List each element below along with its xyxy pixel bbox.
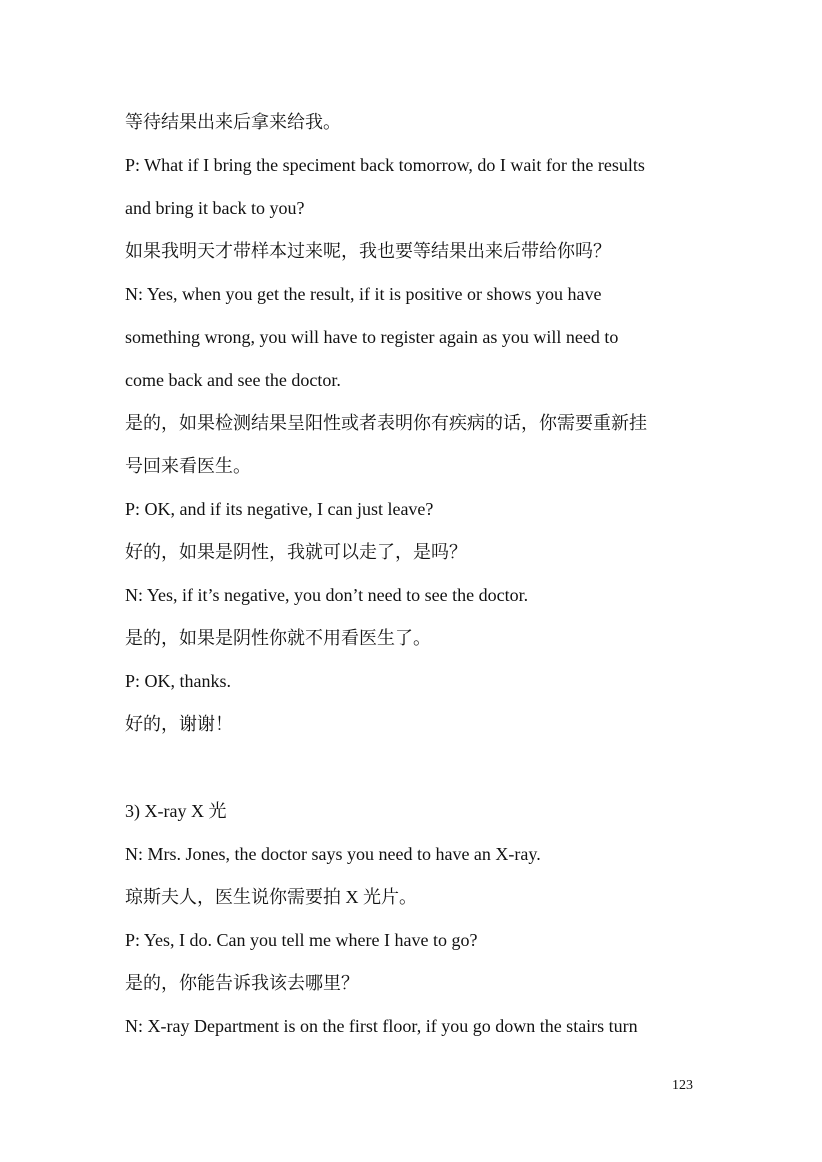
text-line: 是的，你能告诉我该去哪里？	[125, 973, 359, 993]
text-line: 好的，如果是阴性，我就可以走了，是吗？	[125, 542, 467, 562]
text-line: come back and see the doctor.	[125, 370, 341, 390]
text-line: 是的，如果检测结果呈阳性或者表明你有疾病的话，你需要重新挂	[125, 413, 647, 433]
section-heading: 3) X-ray X 光	[125, 801, 227, 821]
text-line: 好的，谢谢！	[125, 714, 233, 734]
page-number: 123	[672, 1078, 693, 1093]
text-line: N: Yes, when you get the result, if it is positive or shows you have	[125, 284, 602, 304]
text-line: 号回来看医生。	[125, 456, 251, 476]
text-line: 琼斯夫人，医生说你需要拍 X 光片。	[125, 887, 417, 907]
text-line: something wrong, you will have to register again as you will need to	[125, 327, 619, 347]
text-line: 等待结果出来后拿来给我。	[125, 112, 341, 132]
text-line: P: OK, thanks.	[125, 671, 232, 691]
text-line: and bring it back to you?	[125, 198, 305, 218]
text-line: P: OK, and if its negative, I can just leave?	[125, 499, 434, 519]
text-line: 如果我明天才带样本过来呢，我也要等结果出来后带给你吗？	[125, 241, 611, 261]
text-line: P: Yes, I do. Can you tell me where I have to go?	[125, 930, 478, 950]
text-line: N: Yes, if it’s negative, you don’t need to see the doctor.	[125, 585, 529, 605]
text-line: N: Mrs. Jones, the doctor says you need to have an X-ray.	[125, 844, 541, 864]
text-line: 是的，如果是阴性你就不用看医生了。	[125, 628, 431, 648]
text-line: N: X-ray Department is on the first floor, if you go down the stairs turn	[125, 1016, 638, 1036]
text-line: P: What if I bring the speciment back tomorrow, do I wait for the results	[125, 155, 645, 175]
